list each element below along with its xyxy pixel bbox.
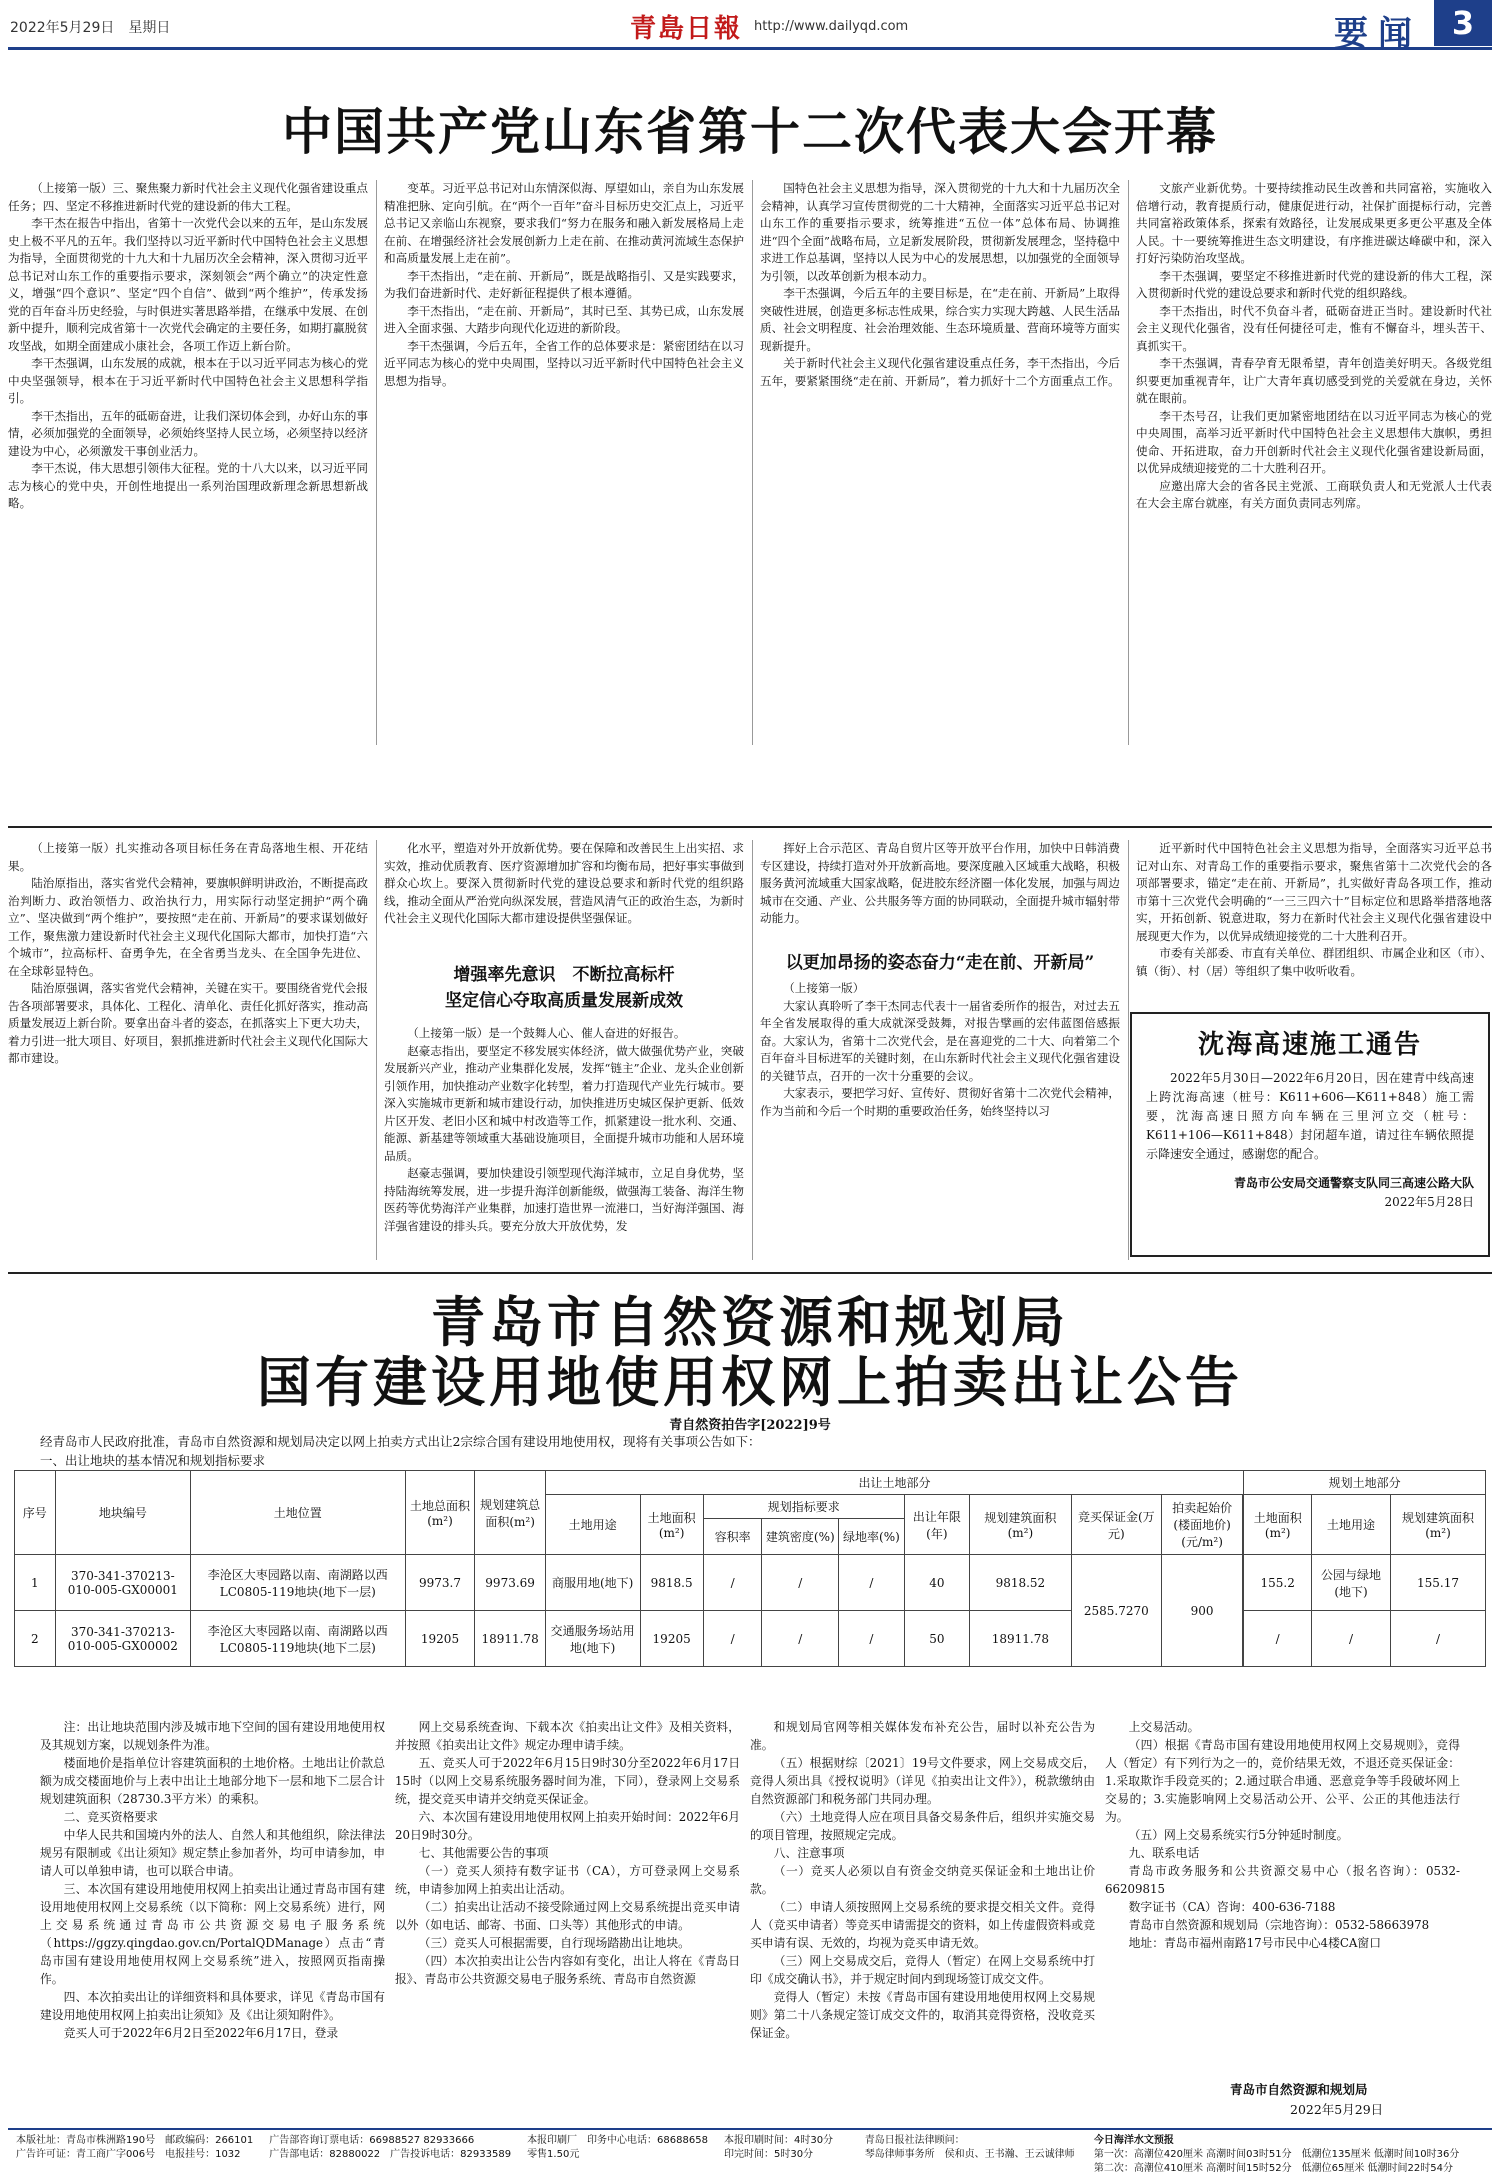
paragraph: 青岛市政务服务和公共资源交易中心（报名咨询）：0532-66209815 — [1105, 1864, 1460, 1896]
ad-intro-subtitle: 一、出让地块的基本情况和规划指标要求 — [40, 1453, 266, 1468]
column-divider — [752, 840, 753, 1260]
paragraph: 陆治原强调，落实省党代会精神，关键在实干。要围绕省党代会报告各项部署要求，具体化、工程化、清单化、责任化抓好落实，推动高质量发展迈上新台阶。要拿出奋斗者的姿态，在抓落实上下更大功夫，着力引进一批大项目、好项目，狠抓推进新时代社会主义现代化国际大都市建设。 — [8, 981, 368, 1065]
cell-parcel-no: 370-341-370213-010-005-GX00002 — [55, 1611, 190, 1667]
cell-location: 李沧区大枣园路以南、南湖路以西LC0805-119地块(地下二层) — [191, 1611, 405, 1667]
paragraph: 注：出让地块范围内涉及城市地下空间的国有建设用地使用权及其规划方案，以规划条件为准。 — [40, 1720, 385, 1752]
paragraph: 李干杰强调，今后五年的主要目标是，在“走在前、开新局”上取得突破性进展，创造更多标志性成果，综合实力实现大跨越、人民生活品质、社会文明程度、社会治理效能、生态环境质量、营商环境等方面实现新提升。 — [760, 286, 1120, 353]
footer-tide-title: 今日海洋水文预报 — [1093, 2135, 1174, 2146]
cell-seq: 2 — [15, 1611, 56, 1667]
cell-years: 40 — [904, 1555, 969, 1611]
paragraph: 李干杰强调，今后五年，全省工作的总体要求是：紧密团结在以习近平同志为核心的党中央周围，坚持以习近平新时代中国特色社会主义思想为指导。 — [384, 338, 744, 388]
paragraph: （五）网上交易系统实行5分钟延时制度。 — [1128, 1828, 1349, 1842]
subhead-line-1: 增强率先意识 不断拉高标杆 — [453, 965, 675, 985]
ad-title-1: 青岛市自然资源和规划局 — [431, 1290, 1069, 1354]
paragraph: 竞买人可于2022年6月2日至2022年6月17日，登录 — [63, 2026, 339, 2040]
th-parcel-no: 地块编号 — [55, 1471, 190, 1555]
ad-col-2 — [395, 1718, 740, 2118]
th-use: 土地用途 — [545, 1495, 640, 1555]
mid-col-3-bottom — [760, 980, 1120, 1260]
paragraph: （三）网上交易成交后，竞得人（暂定）在网上交易系统中打印《成交确认书》，并于规定时间内到现场签订成交文件。 — [750, 1954, 1095, 1986]
paragraph: 李干杰说，伟大思想引领伟大征程。党的十八大以来，以习近平同志为核心的党中央，开创性地提出一系列治国理政新理念新思想新战略。 — [8, 461, 368, 510]
paragraph: 上交易活动。 — [1128, 1720, 1200, 1734]
paragraph: 和规划局官网等相关媒体发布补充公告，届时以补充公告为准。 — [750, 1720, 1095, 1752]
cell-use: 商服用地(地下) — [545, 1555, 640, 1611]
masthead — [8, 4, 1492, 54]
paragraph: 青岛市自然资源和规划局（宗地咨询）：0532-58663978 — [1128, 1918, 1430, 1932]
paragraph: 李干杰指出，“走在前、开新局”，既是战略指引、又是实践要求，为我们奋进新时代、走好新征程提供了根本遵循。 — [384, 268, 744, 300]
cell-total-area: 9973.7 — [405, 1555, 475, 1611]
footer-address: 本版社址：青岛市株洲路190号 邮政编码：266101 — [16, 2135, 254, 2146]
top-article-col-2 — [384, 180, 744, 745]
paragraph: 二、竞买资格要求 — [63, 1810, 158, 1824]
cell-plan-total: 18911.78 — [475, 1611, 545, 1667]
cell-plan-use: / — [1312, 1611, 1391, 1667]
footer-price: 零售1.50元 — [527, 2149, 580, 2160]
column-divider — [1128, 180, 1129, 745]
subhead-commitment — [384, 962, 744, 1014]
paragraph: 李干杰强调，山东发展的成就，根本在于以习近平同志为核心的党中央坚强领导，根本在于习近平新时代中国特色社会主义思想科学指引。 — [8, 356, 368, 405]
th-density: 建筑密度(%) — [762, 1519, 839, 1555]
subhead-forge-ahead: 以更加昂扬的姿态奋力“走在前、开新局” — [785, 953, 1095, 973]
column-divider — [376, 180, 377, 745]
issue-date: 2022年5月29日 星期日 — [10, 19, 171, 36]
mid-col-2-top — [384, 840, 744, 958]
th-plan-use: 土地用途 — [1312, 1495, 1391, 1555]
paragraph: 李干杰指出，时代不负奋斗者，砥砺奋进正当时。建设新时代社会主义现代化强省，没有任何捷径可走，惟有不懈奋斗，埋头苦干、真抓实干。 — [1136, 303, 1492, 353]
th-plan-total: 规划建筑总面积(m²) — [475, 1471, 545, 1555]
ad-title-2: 国有建设用地使用权网上拍卖出让公告 — [257, 1350, 1243, 1414]
th-total-area: 土地总面积(m²) — [405, 1471, 475, 1555]
notice-date: 2022年5月28日 — [1384, 1195, 1474, 1209]
ad-intro-text: 经青岛市人民政府批准，青岛市自然资源和规划局决定以网上拍卖方式出让2宗综合国有建设用地使用权，现将有关事项公告如下： — [40, 1434, 761, 1449]
paragraph: 李干杰强调，青春孕育无限希望，青年创造美好明天。各级党组织要更加重视青年，让广大青年真切感受到党的关爱就在身边，关怀就在眼前。 — [1136, 356, 1492, 405]
column-divider — [1128, 840, 1129, 1260]
paragraph: 国特色社会主义思想为指导，深入贯彻党的十九大和十九届历次全会精神，认真学习宣传贯彻党的二十大精神，全面落实习近平总书记对山东工作的重要指示要求，统筹推进“五位一体”总体布局、协调推进“四个全面”战略布局，立足新发展阶段，贯彻新发展理念，坚持稳中求进工作总基调，坚持以人民为中心的发展思想，以加强党的全面领导为引领，以改革创新为根本动力。 — [760, 181, 1120, 283]
paragraph: 大家表示，要把学习好、宣传好、贯彻好省第十二次党代会精神，作为当前和今后一个时期的重要政治任务，始终坚持以习 — [760, 1086, 1120, 1118]
footer-legal-names: 琴岛律师事务所 侯和贞、王书瀚、王云诚律师 — [864, 2149, 1075, 2160]
th-green: 绿地率(%) — [839, 1519, 904, 1555]
th-group-plan: 规划土地部分 — [1244, 1471, 1486, 1495]
th-build-area: 规划建筑面积(m²) — [970, 1495, 1072, 1555]
paragraph: 网上交易系统查询、下载本次《拍卖出让文件》及相关资料，并按照《拍卖出让文件》规定办理申请手续。 — [395, 1720, 740, 1752]
paragraph: 李干杰号召，让我们更加紧密地团结在以习近平同志为核心的党中央周围，高举习近平新时代中国特色社会主义思想伟大旗帜，勇担使命、开拓进取，奋力开创新时代社会主义现代化强省建设新局面，以优异成绩迎接党的二十大胜利召开。 — [1136, 408, 1492, 475]
cell-area: 19205 — [640, 1611, 703, 1667]
paragraph: （四）本次拍卖出让公告内容如有变化，出让人将在《青岛日报》、青岛市公共资源交易电子服务系统、青岛市自然资源 — [395, 1954, 740, 1986]
paragraph: 化水平，塑造对外开放新优势。要在保障和改善民生上出实招、求实效，推动优质教育、医疗资源增加扩容和均衡布局，把好事实事做到群众心坎上。要深入贯彻新时代党的建设总要求和新时代党的组织路线，推动全面从严治党向纵深发展，营造风清气正的政治生态，为新时代社会主义现代化国际大都市建设提供坚强保证。 — [384, 841, 744, 925]
th-years: 出让年限(年) — [904, 1495, 969, 1555]
paragraph: 七、其他需要公告的事项 — [418, 1846, 549, 1860]
ad-col-3 — [750, 1718, 1095, 2118]
cell-plan-build: 155.17 — [1391, 1555, 1486, 1611]
paragraph: 楼面地价是指单位计容建筑面积的土地价格。土地出让价款总额为成交楼面地价与上表中出让土地部分地下一层和地下二层合计规划建筑面积（28730.3平方米）的乘积。 — [40, 1756, 385, 1806]
main-headline: 中国共产党山东省第十二次代表大会开幕 — [282, 102, 1218, 161]
cell-plan-area: 155.2 — [1244, 1555, 1312, 1611]
paragraph: 变革。习近平总书记对山东情深似海、厚望如山，亲自为山东发展精准把脉、定向引航。在“两个一百年”奋斗目标历史交汇点上，习近平总书记又亲临山东视察，要求我们“努力在服务和融入新发展格局上走在前、在增强经济社会发展创新力上走在前、在推动黄河流域生态保护和高质量发展上走在前”。 — [384, 181, 744, 265]
cell-location: 李沧区大枣园路以南、南湖路以西LC0805-119地块(地下一层) — [191, 1555, 405, 1611]
footer-tide-block — [1086, 2134, 1492, 2172]
cell-far: / — [703, 1611, 762, 1667]
th-group-index: 规划指标要求 — [703, 1495, 904, 1519]
cell-plan-use: 公园与绿地(地下) — [1312, 1555, 1391, 1611]
footer-time-block — [716, 2134, 857, 2172]
paragraph: （三）竞买人可根据需要，自行现场踏勘出让地块。 — [418, 1936, 690, 1950]
paragraph: 赵豪志指出，要坚定不移发展实体经济，做大做强优势产业，突破发展新兴产业，推动产业集群化发展，发挥“链主”企业、龙头企业创新引领作用，加快推动产业数字化转型，着力打造现代产业先行城市。要深入实施城市更新和城市建设行动，加快推进历史城区保护更新、低效片区开发、老旧小区和城中村改造等工作，抓紧建设一批水利、交通、能源、新基建等领域重大基础设施项目，全面提升城市功能和人居环境品质。 — [384, 1043, 744, 1163]
notice-signer: 青岛市公安局交通警察支队同三高速公路大队 — [1233, 1176, 1474, 1190]
paragraph: 应邀出席大会的省各民主党派、工商联负责人和无党派人士代表在大会主席台就座，有关方面负责同志列席。 — [1136, 478, 1492, 510]
th-location: 土地位置 — [191, 1471, 405, 1555]
mid-col-4 — [1136, 840, 1492, 1005]
footer-print-time: 本报印刷时间：4时30分 — [723, 2135, 834, 2146]
paragraph: 文旅产业新优势。十要持续推动民生改善和共同富裕，实施收入倍增行动，教育提质行动，健康促进行动，社保扩面提标行动，完善共同富裕政策体系，探索有效路径，让发展成果更多更公平惠及全体人民。十一要统筹推进生态文明建设，有序推进碳达峰碳中和，深入打好污染防治攻坚战。 — [1136, 181, 1492, 265]
cell-density: / — [762, 1555, 839, 1611]
ad-doc-number: 青自然资拍告字[2022]9号 — [669, 1418, 831, 1433]
paragraph: 李干杰在报告中指出，省第十一次党代会以来的五年，是山东发展史上极不平凡的五年。我们坚持以习近平新时代中国特色社会主义思想为指导，全面贯彻党的十九大和十九届历次全会精神，深入贯彻习近平总书记对山东工作的重要指示要求，深刻领会“两个确立”的决定性意义，增强“四个意识”、坚定“四个自信”、做到“两个维护”，传承发扬党的百年奋斗历史经验，与时俱进实著思路举措，在继承中发展、在创新中提升，顺利完成省第十一次党代会确定的主要任务，如期打赢脱贫攻坚战，如期全面建成小康社会，各项工作迈上新台阶。 — [8, 216, 368, 353]
footer-print-block — [519, 2134, 716, 2172]
paragraph: （一）竞买人必须以自有资金交纳竞买保证金和土地出让价款。 — [750, 1864, 1095, 1896]
subhead-line-2: 坚定信心夺取高质量发展新成效 — [445, 991, 683, 1011]
footer-tide-1: 第一次：高潮位420厘米 高潮时间03时51分 低潮位135厘米 低潮时间10时36分 — [1093, 2149, 1460, 2160]
ad-date: 2022年5月29日 — [1290, 2102, 1384, 2117]
cell-build-area: 9818.52 — [970, 1555, 1072, 1611]
cell-plan-total: 9973.69 — [475, 1555, 545, 1611]
page-footer — [8, 2128, 1492, 2172]
cell-plan-build: / — [1391, 1611, 1486, 1667]
footer-license: 广告许可证：青工商广字006号 电报挂号：1032 — [16, 2149, 241, 2160]
top-article-col-4 — [1136, 180, 1492, 745]
paragraph: 八、注意事项 — [773, 1846, 845, 1860]
mid-col-2-bottom — [384, 1025, 744, 1260]
footer-address-block — [8, 2134, 261, 2172]
paragraph: 四、本次拍卖出让的详细资料和具体要求，详见《青岛市国有建设用地使用权网上拍卖出让须知》及《出让须知附件》。 — [40, 1990, 385, 2022]
paragraph: 关于新时代社会主义现代化强省建设重点任务，李干杰指出，今后五年，要紧紧围绕“走在前、开新局”，着力抓好十二个方面重点工作。 — [760, 356, 1120, 388]
ad-signer: 青岛市自然资源和规划局 — [1230, 2082, 1368, 2097]
th-seq: 序号 — [15, 1471, 56, 1555]
cell-density: / — [762, 1611, 839, 1667]
paragraph: 赵豪志强调，要加快建设引领型现代海洋城市，立足自身优势，坚持陆海统筹发展，进一步提升海洋创新能级，做强海工装备、海洋生物医药等优势海洋产业集群，加速打造世界一流港口，当好海洋强国、海洋强省建设的排头兵。要充分放大开放优势，发 — [384, 1166, 744, 1233]
paragraph: 数字证书（CA）咨询：400-636-7188 — [1128, 1900, 1336, 1914]
cell-parcel-no: 370-341-370213-010-005-GX00001 — [55, 1555, 190, 1611]
cell-seq: 1 — [15, 1555, 56, 1611]
paragraph: 李干杰强调，要坚定不移推进新时代党的建设新的伟大工程，深入贯彻新时代党的建设总要求和新时代党的组织路线。 — [1136, 268, 1492, 300]
page-number: 3 — [1434, 0, 1492, 46]
th-start-price: 拍卖起始价(楼面地价)(元/m²) — [1161, 1495, 1242, 1555]
th-plan-build: 规划建筑面积(m²) — [1391, 1495, 1486, 1555]
th-area: 土地面积(m²) — [640, 1495, 703, 1555]
paragraph: （上接第一版） — [783, 981, 865, 995]
paragraph: （四）根据《青岛市国有建设用地使用权网上交易规则》，竞得人（暂定）有下列行为之一的，竞价结果无效，不退还竞买保证金：1.采取欺诈手段竞买的；2.通过联合串通、恶意竞争等手段破坏网上交易的；3.实施影响网上交易活动公开、公平、公正的其他违法行为。 — [1105, 1738, 1460, 1824]
column-divider — [376, 840, 377, 1260]
cell-area: 9818.5 — [640, 1555, 703, 1611]
land-parcel-table — [14, 1470, 1486, 1667]
footer-ad-complaint: 广告部电话：82880022 广告投诉电话：82933589 — [269, 2149, 512, 2160]
cell-use: 交通服务场站用地(地下) — [545, 1611, 640, 1667]
paragraph: 近平新时代中国特色社会主义思想为指导，全面落实习近平总书记对山东、对青岛工作的重要指示要求，聚焦省第十二次党代会的各项部署要求，锚定“走在前、开新局”，扎实做好青岛各项工作，推动市第十三次党代会明确的“一三三四六十”目标定位和思路举措落地落实，开拓创新、锐意进取，努力在新时代社会主义现代化强省建设中展现更大作为，以优异成绩迎接党的二十大胜利召开。 — [1136, 841, 1492, 943]
th-plan-area: 土地面积(m²) — [1244, 1495, 1312, 1555]
section-divider — [8, 1272, 1492, 1274]
notice-title: 沈海高速施工通告 — [1197, 1030, 1422, 1060]
paragraph: （上接第一版）是一个鼓舞人心、催人奋进的好报告。 — [407, 1026, 686, 1040]
th-group-sell: 出让土地部分 — [545, 1471, 1244, 1495]
table-row — [15, 1611, 1486, 1667]
cell-start-price: 900 — [1161, 1555, 1242, 1667]
newspaper-logo: 青島日報 — [630, 14, 743, 44]
paragraph: 五、竞买人可于2022年6月15日9时30分至2022年6月17日15时（以网上交易系统服务器时间为准，下同），登录网上交易系统，提交竞买申请并交纳竞买保证金。 — [395, 1756, 740, 1806]
top-article-col-3 — [760, 180, 1120, 745]
paragraph: （一）竞买人须持有数字证书（CA），方可登录网上交易系统，申请参加网上拍卖出让活动。 — [395, 1864, 740, 1896]
cell-deposit: 2585.7270 — [1071, 1555, 1161, 1667]
paragraph: 李干杰指出，“走在前、开新局”，其时已至、其势已成，山东发展进入全面求强、大踏步向现代化迈进的新阶段。 — [384, 303, 744, 335]
paragraph: （二）申请人须按照网上交易系统的要求提交相关文件。竞得人（竞买申请者）等竞买申请需提交的资料，如上传虚假资料或竞买申请有误、无效的，均视为竞买申请无效。 — [750, 1900, 1095, 1950]
paragraph: 地址：青岛市福州南路17号市民中心4楼CA窗口 — [1128, 1936, 1382, 1950]
paragraph: 六、本次国有建设用地使用权网上拍卖开始时间：2022年6月20日9时30分。 — [395, 1810, 740, 1842]
th-far: 容积率 — [703, 1519, 762, 1555]
paragraph: （上接第一版）扎实推动各项目标任务在青岛落地生根、开花结果。 — [8, 841, 368, 873]
notice-body: 2022年5月30日—2022年6月20日，因在建青中线高速上跨沈海高速（桩号：K611+606—K611+848）施工需要，沈海高速日照方向车辆在三里河立交（桩号：K611+106—K611+848）封闭超车道，请过往车辆依照提示降速安全通过，感谢您的配合。 — [1146, 1071, 1474, 1161]
paragraph: 市委有关部委、市直有关单位、群团组织、市属企业和区（市）、镇（街）、村（居）等组织了集中收听收看。 — [1136, 946, 1492, 978]
ad-intro — [40, 1432, 1460, 1470]
footer-legal-block — [857, 2134, 1086, 2172]
paragraph: 大家认真聆听了李干杰同志代表十一届省委所作的报告，对过去五年全省发展取得的重大成就深受鼓舞，对报告擘画的宏伟蓝图倍感振奋。大家认为，省第十二次党代会，是在喜迎党的二十大、向着第二个百年奋斗目标进军的关键时刻，在山东新时代社会主义现代化强省建设的关键节点，召开的一次十分重要的会议。 — [760, 998, 1120, 1083]
paragraph: 挥好上合示范区、青岛自贸片区等开放平台作用，加快中日韩消费专区建设，持续打造对外开放新高地。要深度融入区域重大战略，积极服务黄河流域重大国家战略，促进胶东经济圈一体化发展，加强与周边城市在交通、产业、公共服务等方面的协同联动，全面提升城市辐射带动能力。 — [760, 841, 1120, 925]
cell-far: / — [703, 1555, 762, 1611]
section-divider — [8, 826, 1492, 828]
traffic-notice — [1130, 1012, 1490, 1257]
table-row — [15, 1555, 1486, 1611]
paragraph: 陆治原指出，落实省党代会精神，要旗帜鲜明讲政治，不断提高政治判断力、政治领悟力、政治执行力，用实际行动坚定拥护“两个确立”、坚决做到“两个维护”，要按照“走在前、开新局”的要求谋划做好工作，聚焦激力建设新时代社会主义现代化国际大都市，加快打造“六个城市”，拉高标杆、奋勇争先，在全省勇当龙头、在全国争先进位、在全球彰显特色。 — [8, 876, 368, 978]
ad-col-1 — [40, 1718, 385, 2118]
newspaper-url[interactable]: http://www.dailyqd.com — [754, 19, 909, 34]
footer-finish-time: 印完时间：5时30分 — [723, 2149, 814, 2160]
section-title: 要闻 — [1334, 14, 1422, 54]
top-article-col-1 — [8, 180, 368, 745]
cell-plan-area: / — [1244, 1611, 1312, 1667]
column-divider — [752, 180, 753, 745]
paragraph: 三、本次国有建设用地使用权网上拍卖出让通过青岛市国有建设用地使用权网上交易系统（以下简称：网上交易系统）进行，网上交易系统通过青岛市公共资源交易电子服务系统（https://ggzy.qingdao.gov.cn/PortalQDManage）点击“青岛市国有建设用地使用权网上交易系统”进入，按照网页指南操作。 — [40, 1882, 385, 1986]
paragraph: （五）根据财综〔2021〕19号文件要求，网上交易成交后，竞得人须出具《授权说明》（详见《拍卖出让文件》），税款缴纳由自然资源部门和税务部门共同办理。 — [750, 1756, 1095, 1806]
paragraph: 中华人民共和国境内外的法人、自然人和其他组织，除法律法规另有限制或《出让须知》规定禁止参加者外，均可申请参加，申请人可以单独申请，也可以联合申请。 — [40, 1828, 385, 1878]
paragraph: （六）土地竞得人应在项目具备交易条件后，组织并实施交易的项目管理，按照规定完成。 — [750, 1810, 1095, 1842]
paragraph: （上接第一版）三、聚焦聚力新时代社会主义现代化强省建设重点任务；四、坚定不移推进新时代党的建设新的伟大工程。 — [8, 181, 368, 213]
cell-total-area: 19205 — [405, 1611, 475, 1667]
cell-years: 50 — [904, 1611, 969, 1667]
footer-legal-title: 青岛日报社法律顾问： — [864, 2135, 965, 2146]
footer-tide-2: 第二次：高潮位410厘米 高潮时间15时52分 低潮位65厘米 低潮时间22时54分 — [1093, 2163, 1453, 2174]
cell-green: / — [839, 1555, 904, 1611]
th-deposit: 竞买保证金(万元) — [1071, 1495, 1161, 1555]
paragraph: 竞得人（暂定）未按《青岛市国有建设用地使用权网上交易规则》第二十八条规定签订成交文件的，取消其竞得资格，没收竞买保证金。 — [750, 1990, 1095, 2040]
mid-col-3-top — [760, 840, 1120, 940]
footer-ad-block — [261, 2134, 519, 2172]
paragraph: （二）拍卖出让活动不接受除通过网上交易系统提出竞买申请以外（如电话、邮寄、书面、口头等）其他形式的申请。 — [395, 1900, 740, 1932]
paragraph: 李干杰指出，五年的砥砺奋进，让我们深切体会到，办好山东的事情，必须加强党的全面领导，必须始终坚持人民立场，必须坚持以经济建设为中心，必须激发干事创业活力。 — [8, 408, 368, 458]
footer-printer: 本报印刷厂 印务中心电话：68688658 — [527, 2135, 708, 2146]
cell-green: / — [839, 1611, 904, 1667]
mid-col-1 — [8, 840, 368, 1260]
paragraph: 九、联系电话 — [1128, 1846, 1200, 1860]
cell-build-area: 18911.78 — [970, 1611, 1072, 1667]
footer-ad-phone: 广告部咨询订票电话：66988527 82933666 — [269, 2135, 475, 2146]
ad-col-4 — [1105, 1718, 1460, 2058]
